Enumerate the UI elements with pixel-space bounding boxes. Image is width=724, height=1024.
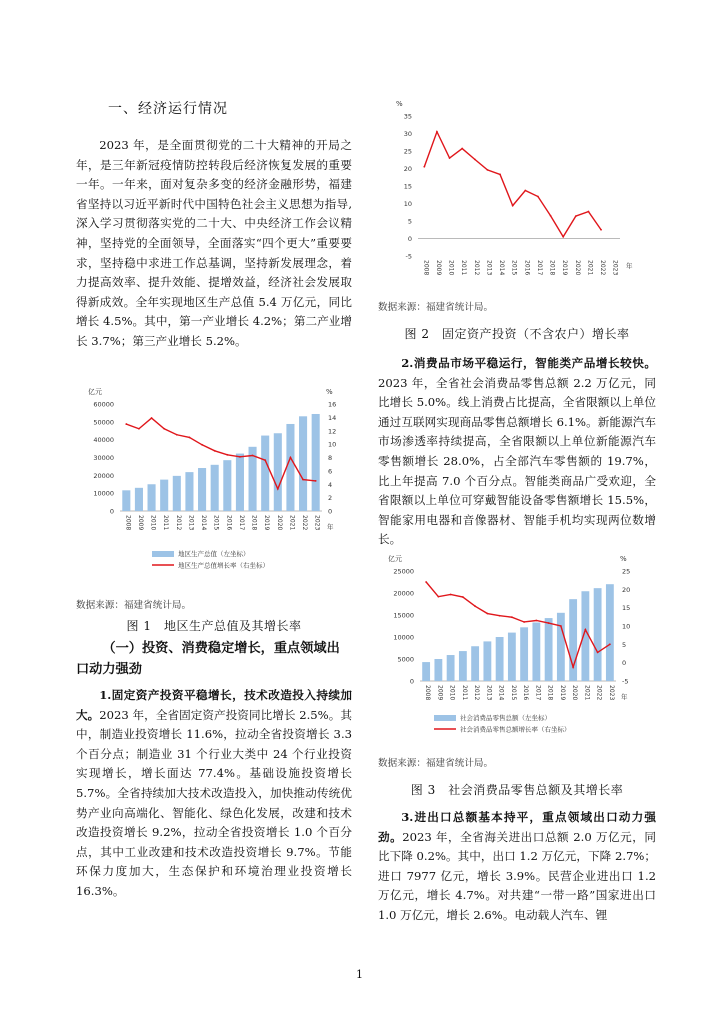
retail-x-tick: 2021 <box>583 685 591 701</box>
investment-y-tick: 20 <box>403 165 412 173</box>
investment-growth-point <box>512 205 514 207</box>
retail-bar <box>532 622 540 681</box>
gdp-bar <box>160 480 168 511</box>
point1-body: 2023 年，全省固定资产投资同比增长 2.5%。其中，制造业投资增长 11.6%，拉动全省投资增长 3.3 个百分点；制造业 31 个行业大类中 24 个行业投资实现增长，增长面达 77.4%。基础设施投资增长 5.7%。全省持续加大技术改造投入，加快推动传统优势产业向高端化、智能化、绿色化发展，改建和技术改造投资增长 9.2%，拉动全省投资增长 1.0 个百分点，其中工业改建和技术改造投资增长 9.7%。节能环保力度加大，生态保护和环境治理业投资增长 16.3%。 <box>76 707 352 898</box>
retail-right-unit: % <box>620 555 627 563</box>
retail-growth-point <box>499 615 501 617</box>
retail-growth-point <box>584 629 586 631</box>
figure2-caption: 图 2 固定资产投资（不含农户）增长率 <box>404 327 630 341</box>
investment-x-tick: 2022 <box>599 260 607 276</box>
point1-paragraph <box>76 686 352 902</box>
gdp-x-tick: 2013 <box>187 515 195 531</box>
retail-right-tick: 5 <box>622 640 627 649</box>
investment-growth-point <box>588 211 590 213</box>
investment-growth-point <box>550 215 552 217</box>
gdp-x-tick: 2019 <box>263 515 271 531</box>
retail-bar <box>606 584 614 681</box>
retail-left-tick: 5000 <box>397 655 414 664</box>
retail-legend-line-label: 社会消费品零售总额增长率（右坐标） <box>460 725 571 734</box>
investment-growth-line <box>424 132 601 237</box>
investment-growth-point <box>474 159 476 161</box>
investment-growth-point <box>436 131 438 133</box>
gdp-left-tick: 10000 <box>93 489 114 498</box>
gdp-right-tick: 4 <box>328 480 333 489</box>
investment-growth-point <box>600 229 602 231</box>
gdp-x-tick: 2012 <box>174 515 182 531</box>
gdp-left-tick: 50000 <box>93 418 114 427</box>
retail-x-tick: 2010 <box>448 685 456 701</box>
gdp-growth-point <box>138 428 140 430</box>
retail-x-tick: 2013 <box>485 685 493 701</box>
investment-growth-point <box>537 196 539 198</box>
retail-x-tick: 2008 <box>424 685 432 701</box>
investment-y-tick: 15 <box>403 182 412 191</box>
figure1-source: 数据来源：福建省统计局。 <box>76 600 192 611</box>
gdp-bar <box>286 424 294 511</box>
investment-growth-point <box>449 157 451 159</box>
gdp-bar <box>261 436 269 511</box>
page-number: 1 <box>356 968 363 981</box>
retail-legend-bar-label: 社会消费品零售总额（左坐标） <box>460 714 551 722</box>
retail-bar <box>483 641 491 681</box>
gdp-right-tick: 10 <box>328 440 337 449</box>
investment-growth-point <box>461 148 463 150</box>
investment-y-tick: 30 <box>403 130 412 138</box>
retail-bar <box>447 655 455 681</box>
gdp-legend-bar-label: 地区生产总值（左坐标） <box>178 550 250 558</box>
gdp-left-tick: 40000 <box>93 436 114 445</box>
investment-growth-chart <box>380 94 656 290</box>
gdp-right-tick: 6 <box>328 467 333 476</box>
gdp-x-tick: 2015 <box>212 515 220 531</box>
retail-bar <box>459 651 467 681</box>
retail-right-tick: 0 <box>622 659 627 668</box>
retail-right-tick: -5 <box>622 677 629 686</box>
gdp-legend-bar-swatch <box>152 551 174 557</box>
gdp-right-tick: 14 <box>328 413 337 422</box>
retail-x-tick: 2014 <box>497 685 505 701</box>
retail-growth-point <box>523 621 525 623</box>
point3-body: 2023 年，全省海关进出口总额 2.0 万亿元，同比下降 0.2%。其中，出口 1.2 万亿元，下降 2.7%；进口 7977 亿元，增长 3.9%。民营企业进出口 1.2 万亿元，增长 4.7%。对共建“一带一路”国家进出口 1.0 万亿元，增长 2.6%。电动载人汽车、锂 <box>378 829 656 922</box>
investment-x-tick: 2020 <box>573 260 581 276</box>
gdp-x-tick: 2010 <box>149 515 157 531</box>
retail-x-tick: 2023 <box>607 685 615 701</box>
investment-x-tick: 2013 <box>485 260 493 276</box>
gdp-bar <box>185 472 193 511</box>
retail-bar <box>594 588 602 681</box>
retail-x-tick: 2020 <box>571 685 579 701</box>
gdp-bar <box>299 416 307 511</box>
gdp-right-tick: 0 <box>328 507 333 516</box>
gdp-growth-point <box>290 457 292 459</box>
gdp-growth-point <box>315 480 317 482</box>
gdp-x-tick: 2009 <box>136 515 144 531</box>
retail-growth-point <box>474 605 476 607</box>
gdp-bar <box>122 490 130 511</box>
gdp-bar <box>135 488 143 511</box>
investment-x-tick: 2023 <box>611 260 619 276</box>
gdp-x-unit: 年 <box>327 523 334 531</box>
retail-growth-point <box>609 643 611 645</box>
gdp-x-tick: 2017 <box>237 515 245 531</box>
gdp-growth-point <box>189 437 191 439</box>
retail-bar <box>496 637 504 681</box>
retail-bar <box>471 646 479 681</box>
investment-y-tick: 5 <box>407 217 412 226</box>
gdp-x-tick: 2022 <box>301 515 309 531</box>
retail-left-tick: 25000 <box>393 567 414 576</box>
retail-growth-point <box>486 613 488 615</box>
retail-right-tick: 20 <box>622 585 631 594</box>
retail-bar <box>422 662 430 681</box>
point2-body: 2023 年，全省社会消费品零售总额 2.2 万亿元，同比增长 5.0%。线上消费占比提高，全省限额以上单位通过互联网实现商品零售总额增长 6.1%。新能源汽车市场渗透率持续提高，全省限额以上单位新能源汽车零售额增长 28.0%，占全部汽车零售额的 19.7%，比上年提高 7.0 个百分点。智能类商品广受欢迎，全省限额以上单位可穿戴智能设备零售额增长 15.5%，智能家用电器和音像器材、智能手机均实现两位数增长。 <box>378 375 656 547</box>
gdp-x-tick: 2023 <box>313 515 321 531</box>
retail-right-tick: 15 <box>622 604 631 613</box>
retail-growth-point <box>511 616 513 618</box>
investment-x-tick: 2019 <box>561 260 569 276</box>
investment-growth-point <box>499 174 501 176</box>
investment-x-unit: 年 <box>626 262 633 270</box>
gdp-bar <box>223 460 231 511</box>
gdp-left-unit: 亿元 <box>88 388 102 396</box>
gdp-growth-point <box>264 459 266 461</box>
section-title: 一、经济运行情况 <box>108 101 228 117</box>
gdp-growth-point <box>252 455 254 457</box>
intro-paragraph: 2023 年，是全面贯彻党的二十大精神的开局之年，是三年新冠疫情防控转段后经济恢复发展的重要一年。一年来，面对复杂多变的经济金融形势，福建省坚持以习近平新时代中国特色社会主义思想为指导,深入学习贯彻落实党的二十大、中央经济工作会议精神，坚持党的全面领导，全面落实“四个更大”重要要求，坚持稳中求进工作总基调，坚持新发展理念，着力提高效率、提升效能、提增效益，经济社会发展取得新成效。全年实现地区生产总值 5.4 万亿元，同比增长 4.5%。其中，第一产业增长 4.2%；第二产业增长 3.7%；第三产业增长 5.2%。 <box>76 138 352 348</box>
gdp-right-unit: % <box>326 388 333 396</box>
investment-x-tick: 2015 <box>510 260 518 276</box>
investment-y-unit: % <box>396 100 403 108</box>
gdp-right-tick: 12 <box>328 427 337 436</box>
investment-x-tick: 2014 <box>498 260 506 276</box>
retail-right-tick: 25 <box>622 567 631 576</box>
gdp-bar <box>173 476 181 511</box>
retail-left-tick: 20000 <box>393 589 414 598</box>
retail-left-tick: 15000 <box>393 611 414 620</box>
retail-x-tick: 2011 <box>460 685 468 701</box>
retail-left-tick: 10000 <box>393 633 414 642</box>
gdp-right-tick: 8 <box>328 454 333 462</box>
subsection-heading: （一）投资、消费稳定增长，重点领域出口动力强劲 <box>76 641 340 677</box>
gdp-growth-point <box>201 444 203 446</box>
retail-x-tick: 2012 <box>473 685 481 701</box>
retail-x-tick: 2022 <box>595 685 603 701</box>
retail-sales-chart <box>380 548 656 744</box>
gdp-growth-point <box>226 454 228 456</box>
point2-paragraph <box>378 354 656 550</box>
retail-growth-point <box>535 620 537 622</box>
gdp-growth-point <box>277 488 279 490</box>
retail-growth-point <box>572 666 574 668</box>
point3-paragraph <box>378 808 656 926</box>
investment-y-tick: 10 <box>403 200 412 208</box>
figure3-source: 数据来源：福建省统计局。 <box>378 758 494 769</box>
retail-growth-point <box>548 622 550 624</box>
investment-y-tick: 35 <box>403 112 412 121</box>
investment-growth-point <box>575 215 577 217</box>
retail-growth-point <box>560 625 562 627</box>
gdp-x-tick: 2008 <box>124 515 132 531</box>
section-heading <box>76 98 352 118</box>
investment-x-tick: 2018 <box>548 260 556 276</box>
investment-y-tick: 0 <box>407 235 412 243</box>
investment-x-tick: 2010 <box>447 260 455 276</box>
gdp-chart <box>76 372 354 588</box>
retail-right-tick: 10 <box>622 622 631 631</box>
gdp-x-tick: 2018 <box>250 515 258 531</box>
retail-bar <box>545 618 553 681</box>
gdp-growth-point <box>239 456 241 458</box>
retail-legend-bar-swatch <box>434 715 456 721</box>
retail-left-tick: 0 <box>409 677 414 686</box>
gdp-left-tick: 60000 <box>93 400 114 409</box>
gdp-x-tick: 2014 <box>200 515 208 531</box>
retail-x-unit: 年 <box>621 693 628 701</box>
point3-title: 3.进出口总额基本持平，重点领域出口动力强劲。 <box>378 810 656 844</box>
investment-growth-point <box>423 166 425 168</box>
retail-bar <box>434 659 442 681</box>
retail-growth-point <box>450 594 452 596</box>
gdp-growth-point <box>151 417 153 419</box>
gdp-growth-point <box>125 423 127 425</box>
gdp-bar <box>148 484 156 511</box>
gdp-x-tick: 2016 <box>225 515 233 531</box>
gdp-right-tick: 2 <box>328 494 333 503</box>
point1-title: 1.固定资产投资平稳增长，技术改造投入持续加大。 <box>76 688 352 722</box>
retail-growth-point <box>462 596 464 598</box>
gdp-growth-point <box>214 450 216 452</box>
gdp-left-tick: 20000 <box>93 471 114 480</box>
retail-growth-point <box>597 652 599 654</box>
retail-x-tick: 2019 <box>558 685 566 701</box>
figure3-caption: 图 3 社会消费品零售总额及其增长率 <box>410 783 624 797</box>
point2-title: 2.消费品市场平稳运行，智能类产品增长较快。 <box>401 356 656 370</box>
gdp-growth-point <box>302 479 304 481</box>
investment-growth-point <box>524 190 526 192</box>
retail-x-tick: 2017 <box>534 685 542 701</box>
gdp-x-tick: 2021 <box>288 515 296 531</box>
gdp-x-tick: 2020 <box>275 515 283 531</box>
investment-x-tick: 2017 <box>535 260 543 276</box>
investment-x-tick: 2021 <box>586 260 594 276</box>
investment-y-tick: -5 <box>405 252 412 261</box>
investment-growth-point <box>487 169 489 171</box>
retail-x-tick: 2018 <box>546 685 554 701</box>
figure1-caption: 图 1 地区生产总值及其增长率 <box>126 619 302 633</box>
gdp-right-tick: 16 <box>328 400 337 409</box>
gdp-bar <box>312 414 320 511</box>
gdp-bar <box>236 454 244 511</box>
gdp-bar <box>211 465 219 511</box>
retail-x-tick: 2009 <box>436 685 444 701</box>
investment-x-tick: 2009 <box>434 260 442 276</box>
gdp-bar <box>274 433 282 511</box>
gdp-growth-point <box>176 434 178 436</box>
investment-growth-point <box>562 236 564 238</box>
investment-y-tick: 25 <box>403 147 412 156</box>
investment-x-tick: 2012 <box>472 260 480 276</box>
retail-bar <box>557 613 565 681</box>
retail-x-tick: 2015 <box>509 685 517 701</box>
gdp-legend-line-label: 地区生产总值增长率（右坐标） <box>178 561 269 570</box>
gdp-bar <box>198 468 206 511</box>
retail-x-tick: 2016 <box>522 685 530 701</box>
investment-x-tick: 2011 <box>460 260 468 276</box>
gdp-left-tick: 0 <box>109 507 114 516</box>
gdp-growth-point <box>163 428 165 430</box>
investment-x-tick: 2008 <box>422 260 430 276</box>
investment-x-tick: 2016 <box>523 260 531 276</box>
retail-left-unit: 亿元 <box>388 555 402 563</box>
retail-growth-point <box>437 596 439 598</box>
retail-bar <box>508 633 516 681</box>
retail-bar <box>520 627 528 681</box>
gdp-x-tick: 2011 <box>162 515 170 531</box>
figure2-source: 数据来源：福建省统计局。 <box>378 302 494 313</box>
gdp-left-tick: 30000 <box>93 454 114 462</box>
retail-growth-point <box>425 581 427 583</box>
